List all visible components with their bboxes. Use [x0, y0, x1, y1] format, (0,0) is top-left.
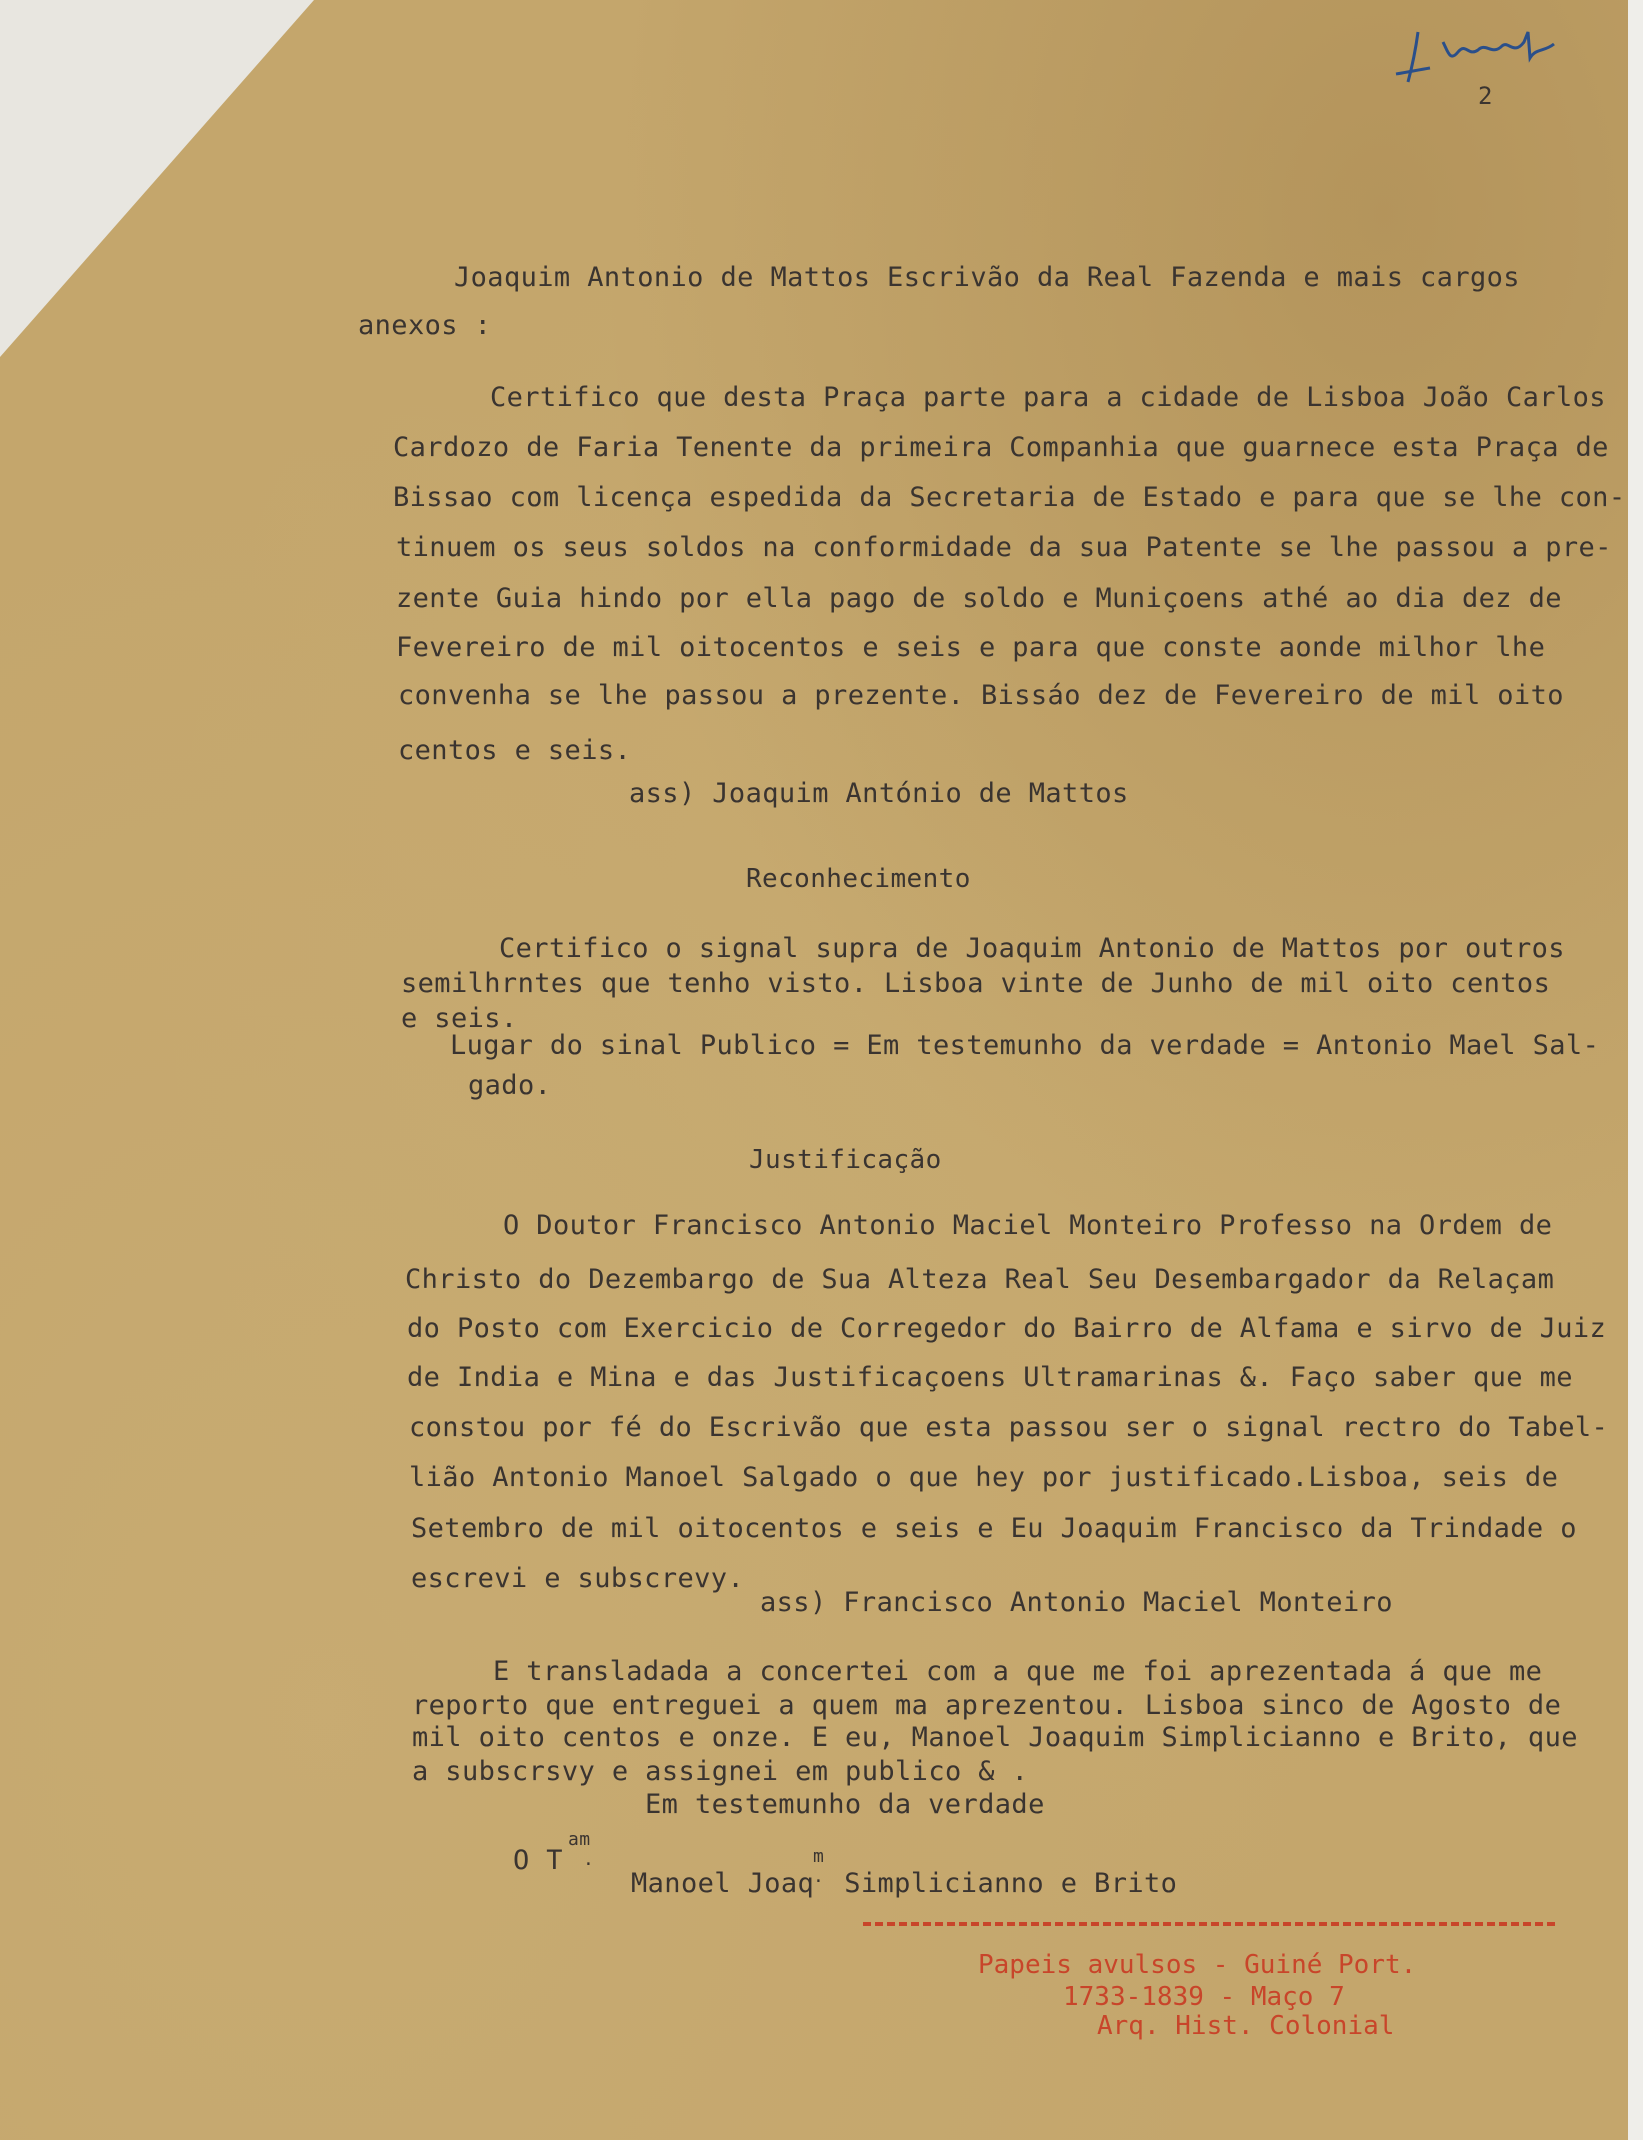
justificacao-line: lião Antonio Manoel Salgado o que hey por justificado.Lisboa, seis de — [409, 1462, 1559, 1493]
archive-stamp-line-2: 1733-1839 - Maço 7 — [1063, 1982, 1345, 2012]
letter-opening-line-2: anexos : — [358, 310, 492, 341]
letter-paragraph-line: zente Guia hindo por ella pago de soldo e Muniçoens athé ao dia dez de — [396, 583, 1562, 614]
letter-paragraph-line: Certifico que desta Praça parte para a cidade de Lisboa João Carlos — [490, 382, 1606, 413]
signature-line: ass) Joaquim António de Mattos — [629, 778, 1129, 809]
justificacao-line: Christo do Dezembargo de Sua Alteza Real Seu Desembargador da Relaçam — [405, 1264, 1555, 1295]
justificacao-line: de India e Mina e das Justificaçoens Ultramarinas &. Faço saber que me — [407, 1362, 1573, 1393]
letter-paragraph-line: convenha se lhe passou a prezente. Bissáo dez de Fevereiro de mil oito — [398, 680, 1564, 711]
page-number: 2 — [1478, 82, 1493, 110]
stamp-dashed-rule — [863, 1922, 1555, 1926]
witness-line: Em testemunho da verdade — [645, 1789, 1045, 1820]
reconhecimento-line: Certifico o signal supra de Joaquim Antonio de Mattos por outros — [499, 933, 1565, 964]
letter-paragraph-line: Bissao com licença espedida da Secretaria de Estado e para que se lhe con- — [393, 482, 1626, 513]
traslado-line: reporto que entreguei a quem ma aprezentou. Lisboa sinco de Agosto de — [412, 1690, 1562, 1721]
traslado-line: a subscrsvy e assignei em publico & . — [412, 1756, 1029, 1787]
letter-paragraph-line: Fevereiro de mil oitocentos e seis e para que conste aonde milhor lhe — [396, 632, 1546, 663]
justificacao-line: escrevi e subscrevy. — [411, 1563, 745, 1594]
reconhecimento-line: e seis. — [401, 1003, 518, 1034]
reconhecimento-line: semilhrntes que tenho visto. Lisboa vinte de Junho de mil oito centos — [401, 968, 1551, 999]
section-heading-justificacao: Justificação — [749, 1145, 942, 1175]
archive-stamp-line-3: Arq. Hist. Colonial — [1097, 2011, 1395, 2041]
justificacao-line: Setembro de mil oitocentos e seis e Eu Joaquim Francisco da Trindade o — [411, 1513, 1577, 1544]
letter-paragraph-line: Cardozo de Faria Tenente da primeira Companhia que guarnece esta Praça de — [393, 432, 1609, 463]
letter-paragraph-line: tinuem os seus soldos na conformidade da sua Patente se lhe passou a pre- — [396, 532, 1612, 563]
scan-edge — [1628, 0, 1643, 2140]
signature-line: ass) Francisco Antonio Maciel Monteiro — [760, 1587, 1393, 1618]
section-heading-reconhecimento: Reconhecimento — [746, 864, 971, 894]
letter-opening-line-1: Joaquim Antonio de Mattos Escrivão da Real Fazenda e mais cargos — [454, 262, 1520, 293]
justificacao-line: O Doutor Francisco Antonio Maciel Monteiro Professo na Ordem de — [503, 1210, 1553, 1241]
final-signature: Manoel Joaq m . Simplicianno e Brito — [631, 1846, 1178, 1899]
archive-stamp-line-1: Papeis avulsos - Guiné Port. — [978, 1950, 1417, 1980]
tabeliao-abbrev: O T am . — [513, 1829, 595, 1876]
justificacao-line: do Posto com Exercicio de Corregedor do Bairro de Alfama e sirvo de Juiz — [407, 1313, 1607, 1344]
letter-paragraph-line: centos e seis. — [398, 735, 632, 766]
traslado-line: E transladada a concertei com a que me foi aprezentada á que me — [493, 1656, 1543, 1687]
reconhecimento-line: Lugar do sinal Publico = Em testemunho da verdade = Antonio Mael Sal- — [450, 1030, 1600, 1061]
justificacao-line: constou por fé do Escrivão que esta passou ser o signal rectro do Tabel- — [409, 1412, 1609, 1443]
reconhecimento-line: gado. — [468, 1070, 552, 1101]
handwritten-signature — [1388, 12, 1568, 92]
traslado-line: mil oito centos e onze. E eu, Manoel Joaquim Simplicianno e Brito, que — [412, 1722, 1578, 1753]
